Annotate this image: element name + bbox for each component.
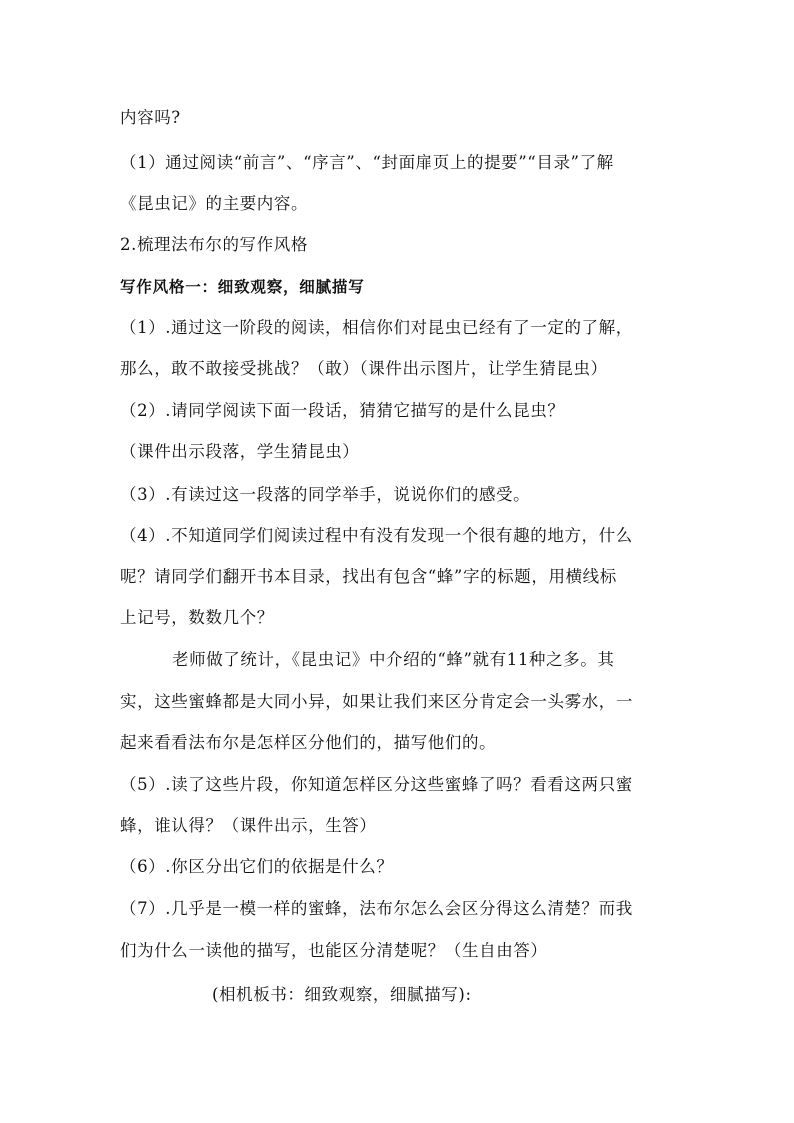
text-line: （2）.请同学阅读下面一段话，猜猜它描写的是什么昆虫？ — [120, 401, 565, 420]
board-note: (相机板书：细致观察，细腻描写): — [212, 985, 472, 1004]
text-line: 们为什么一读他的描写，也能区分清楚呢？（生自由答） — [120, 941, 548, 960]
text-line: 内容吗? — [120, 108, 181, 127]
text-line: 实，这些蜜蜂都是大同小异，如果让我们来区分肯定会一头雾水，一 — [120, 692, 633, 711]
text-line: （5）.读了这些片段，你知道怎样区分这些蜜蜂了吗？看看这两只蜜 — [120, 775, 633, 794]
text-line: （4）.不知道同学们阅读过程中有没有发现一个很有趣的地方，什么 — [120, 526, 633, 545]
text-line: （课件出示段落，学生猜昆虫） — [120, 442, 360, 461]
text-line: 呢？请同学们翻开书本目录，找出有包含“蜂”字的标题，用横线标 — [120, 567, 617, 586]
text-line: 蜂，谁认得？（课件出示，生答） — [120, 816, 377, 835]
text-line: 起来看看法布尔是怎样区分他们的，描写他们的。 — [120, 733, 497, 752]
text-line: （6）.你区分出它们的依据是什么？ — [120, 857, 394, 876]
text-line: 老师做了统计，《昆虫记》中介绍的“蜂”就有11种之多。其 — [172, 650, 615, 669]
text-line: 《昆虫记》的主要内容。 — [120, 194, 309, 213]
section-heading: 2.梳理法布尔的写作风格 — [120, 235, 308, 254]
text-line: （1）通过阅读“前言”、“序言”、“封面扉页上的提要”“目录”了解 — [120, 153, 614, 172]
text-line: （7）.几乎是一模一样的蜜蜂，法布尔怎么会区分得这么清楚？而我 — [120, 899, 633, 918]
text-line: 那么，敢不敢接受挑战？（敢）（课件出示图片，让学生猜昆虫） — [120, 359, 608, 378]
style-heading: 写作风格一：细致观察，细腻描写 — [120, 278, 365, 296]
text-line: 上记号，数数几个？ — [120, 608, 274, 627]
text-line: （3）.有读过这一段落的同学举手，说说你们的感受。 — [120, 485, 531, 504]
text-line: （1）.通过这一阶段的阅读，相信你们对昆虫已经有了一定的了解， — [120, 318, 633, 337]
